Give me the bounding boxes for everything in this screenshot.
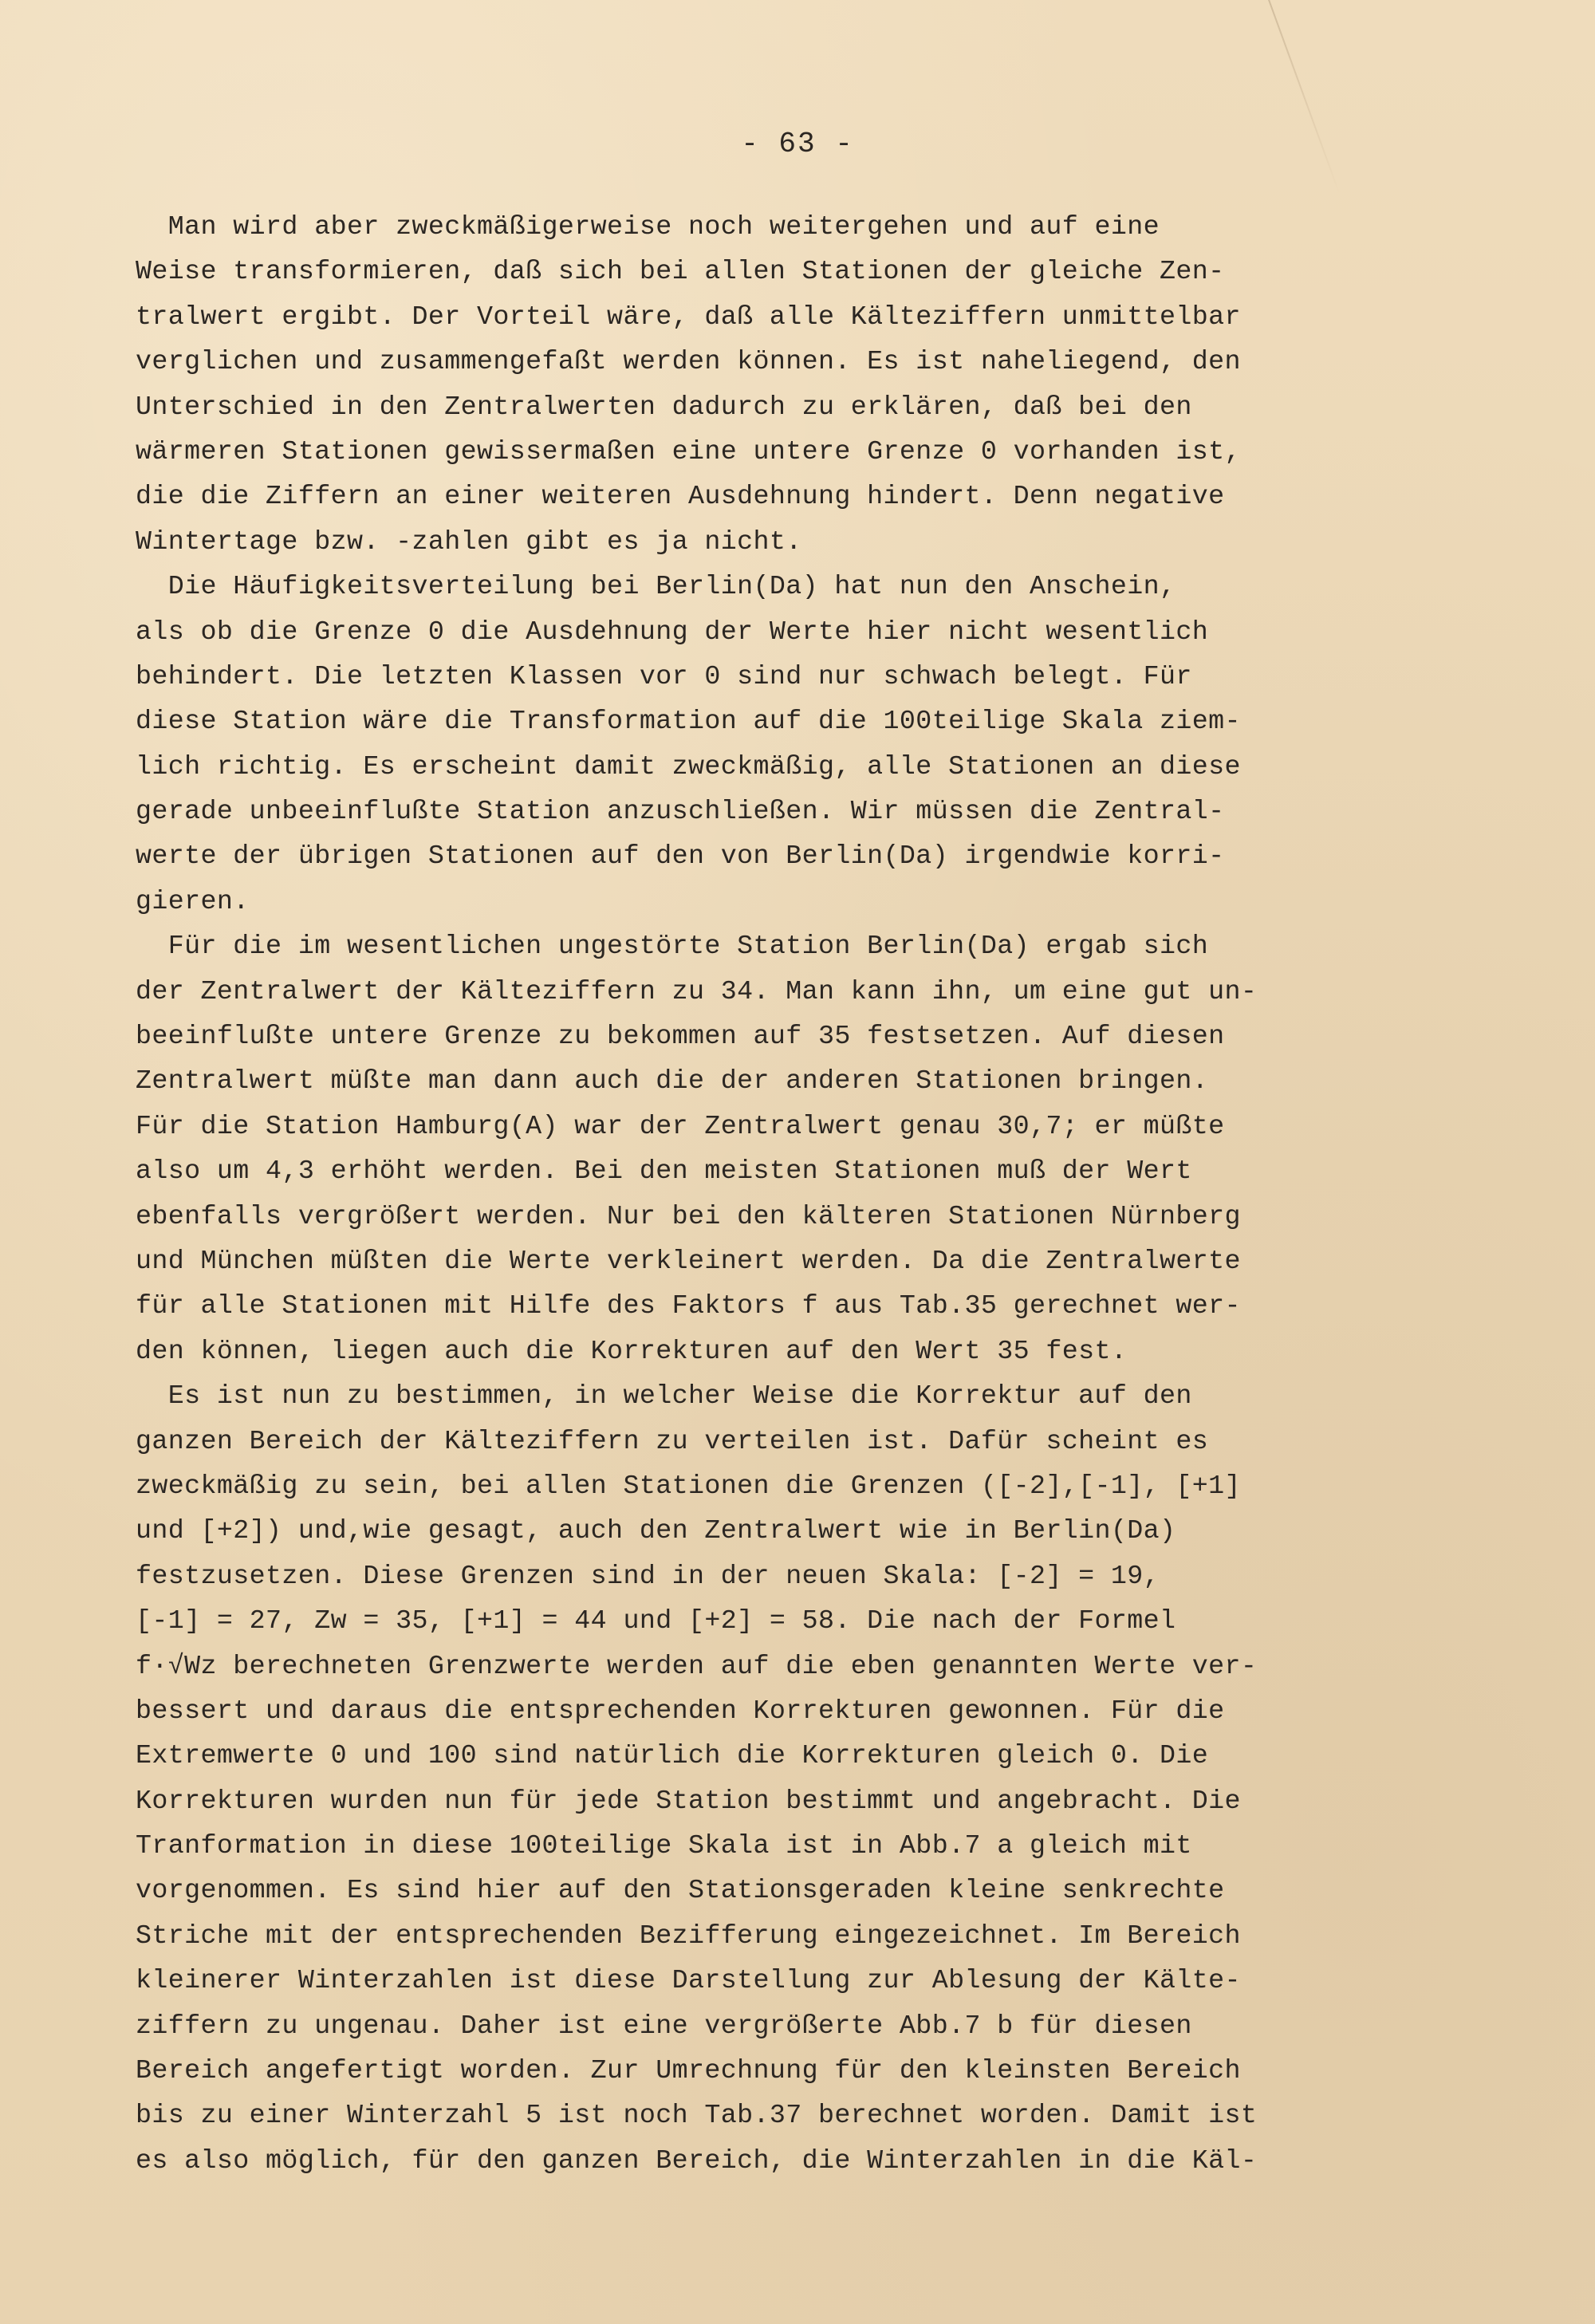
- text-line: Tranformation in diese 100teilige Skala ist in Abb.7 a gleich mit: [136, 1830, 1192, 1861]
- text-line: und [+2]) und,wie gesagt, auch den Zentralwert wie in Berlin(Da): [136, 1515, 1176, 1546]
- text-line: Korrekturen wurden nun für jede Station bestimmt und angebracht. Die: [136, 1785, 1241, 1816]
- text-line: ziffern zu ungenau. Daher ist eine vergrößerte Abb.7 b für diesen: [136, 2010, 1192, 2041]
- text-line: gieren.: [136, 885, 250, 916]
- text-line: bis zu einer Winterzahl 5 ist noch Tab.37 berechnet worden. Damit ist: [136, 2100, 1258, 2131]
- text-line: Man wird aber zweckmäßigerweise noch weitergehen und auf eine: [136, 211, 1160, 242]
- text-line: lich richtig. Es erscheint damit zweckmäßig, alle Stationen an diese: [136, 750, 1241, 782]
- text-line: zweckmäßig zu sein, bei allen Stationen die Grenzen ([-2],[-1], [+1]: [136, 1470, 1241, 1501]
- text-line: wärmeren Stationen gewissermaßen eine untere Grenze 0 vorhanden ist,: [136, 435, 1241, 467]
- page-number: - 63 -: [741, 128, 854, 160]
- text-line: kleinerer Winterzahlen ist diese Darstellung zur Ablesung der Kälte-: [136, 1965, 1241, 1996]
- text-line: den können, liegen auch die Korrekturen auf den Wert 35 fest.: [136, 1335, 1128, 1366]
- text-line: bessert und daraus die entsprechenden Korrekturen gewonnen. Für die: [136, 1695, 1225, 1726]
- text-line: Für die im wesentlichen ungestörte Station Berlin(Da) ergab sich: [136, 931, 1209, 962]
- text-line: werte der übrigen Stationen auf den von Berlin(Da) irgendwie korri-: [136, 841, 1225, 872]
- text-line: Es ist nun zu bestimmen, in welcher Weise die Korrektur auf den: [136, 1381, 1192, 1412]
- text-line: gerade unbeeinflußte Station anzuschließen. Wir müssen die Zentral-: [136, 796, 1225, 827]
- text-line: Für die Station Hamburg(A) war der Zentralwert genau 30,7; er müßte: [136, 1110, 1225, 1141]
- text-line: ganzen Bereich der Kälteziffern zu verteilen ist. Dafür scheint es: [136, 1425, 1209, 1456]
- text-line: als ob die Grenze 0 die Ausdehnung der Werte hier nicht wesentlich: [136, 616, 1209, 647]
- text-line: tralwert ergibt. Der Vorteil wäre, daß alle Kälteziffern unmittelbar: [136, 301, 1241, 332]
- body-text: [136, 204, 1412, 2183]
- text-line: behindert. Die letzten Klassen vor 0 sind nur schwach belegt. Für: [136, 660, 1192, 691]
- text-line: Unterschied in den Zentralwerten dadurch zu erklären, daß bei den: [136, 391, 1192, 422]
- text-line: für alle Stationen mit Hilfe des Faktors f aus Tab.35 gerechnet wer-: [136, 1290, 1241, 1322]
- text-line: ebenfalls vergrößert werden. Nur bei den kälteren Stationen Nürnberg: [136, 1200, 1241, 1231]
- text-line: Extremwerte 0 und 100 sind natürlich die Korrekturen gleich 0. Die: [136, 1740, 1209, 1771]
- text-line: es also möglich, für den ganzen Bereich, die Winterzahlen in die Käl-: [136, 2145, 1258, 2176]
- text-line: Weise transformieren, daß sich bei allen Stationen der gleiche Zen-: [136, 256, 1225, 287]
- text-line: beeinflußte untere Grenze zu bekommen auf 35 festsetzen. Auf diesen: [136, 1021, 1225, 1052]
- text-line: Zentralwert müßte man dann auch die der anderen Stationen bringen.: [136, 1065, 1209, 1097]
- text-line: f·√Wz berechneten Grenzwerte werden auf die eben genannten Werte ver-: [136, 1650, 1258, 1681]
- text-line: [-1] = 27, Zw = 35, [+1] = 44 und [+2] = 58. Die nach der Formel: [136, 1605, 1176, 1637]
- text-line: Bereich angefertigt worden. Zur Umrechnung für den kleinsten Bereich: [136, 2055, 1241, 2086]
- text-line: diese Station wäre die Transformation auf die 100teilige Skala ziem-: [136, 706, 1241, 737]
- text-line: festzusetzen. Diese Grenzen sind in der neuen Skala: [-2] = 19,: [136, 1560, 1160, 1591]
- text-line: der Zentralwert der Kälteziffern zu 34. Man kann ihn, um eine gut un-: [136, 975, 1258, 1006]
- text-line: verglichen und zusammengefaßt werden können. Es ist naheliegend, den: [136, 346, 1241, 377]
- text-line: vorgenommen. Es sind hier auf den Stationsgeraden kleine senkrechte: [136, 1875, 1225, 1906]
- text-line: Wintertage bzw. -zahlen gibt es ja nicht.: [136, 526, 802, 557]
- text-line: also um 4,3 erhöht werden. Bei den meisten Stationen muß der Wert: [136, 1156, 1192, 1187]
- paper-fold-mark: [1268, 0, 1341, 195]
- text-line: und München müßten die Werte verkleinert werden. Da die Zentralwerte: [136, 1245, 1241, 1276]
- text-line: Striche mit der entsprechenden Bezifferung eingezeichnet. Im Bereich: [136, 1920, 1241, 1951]
- text-line: Die Häufigkeitsverteilung bei Berlin(Da) hat nun den Anschein,: [136, 571, 1176, 602]
- text-line: die die Ziffern an einer weiteren Ausdehnung hindert. Denn negative: [136, 481, 1225, 512]
